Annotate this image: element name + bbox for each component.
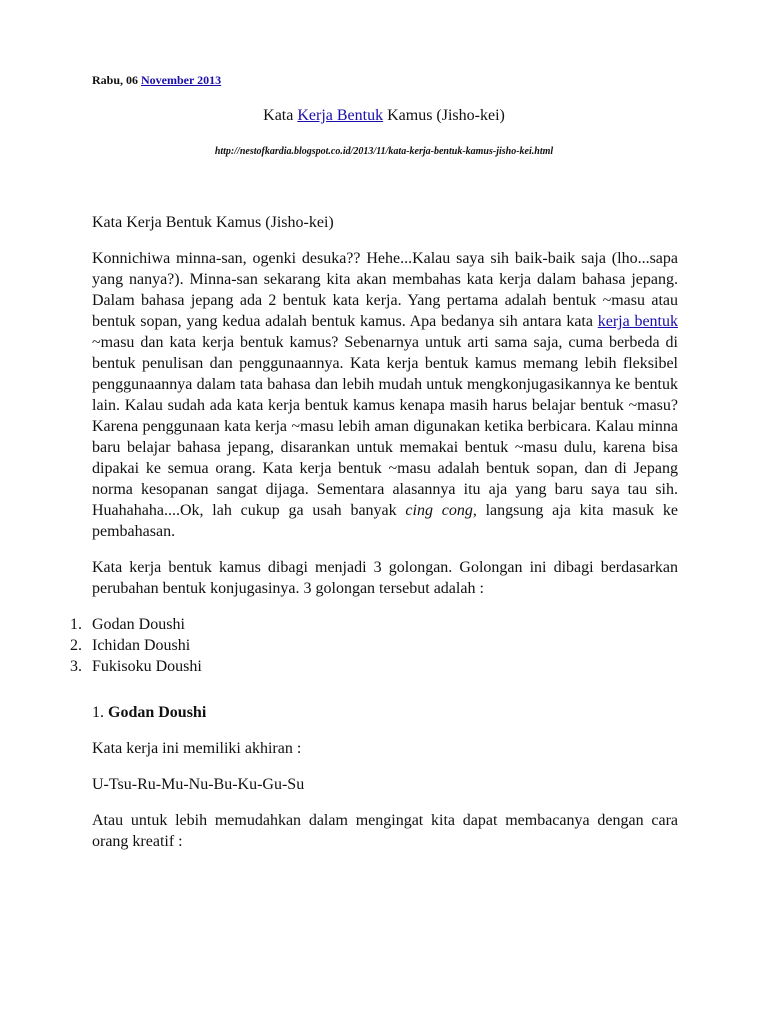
endings-list: U-Tsu-Ru-Mu-Nu-Bu-Ku-Gu-Su	[92, 776, 305, 793]
post-date	[92, 73, 221, 88]
intro-text-2: ~masu dan kata kerja bentuk kamus? Sebenarnya untuk arti sama saja, cuma berbeda di bentuk penulisan dan penggunaannya. Kata kerja bentuk kamus memang lebih fleksibel penggunaannya dalam tata bahasa dan lebih mudah untuk mengkonjugasikannya ke bentuk lain. Kalau sudah ada kata kerja bentuk kamus kenapa masih harus belajar bentuk ~masu? Karena penggunaan kata kerja ~masu lebih aman digunakan ketika berbicara. Kalau minna baru belajar bahasa jepang, disarankan untuk memakai bentuk ~masu dulu, karena bisa dipakai ke semua orang. Kata kerja bentuk ~masu adalah bentuk sopan, dan di Jepang norma kesopanan sangat dijaga. Sementara alasannya itu aja yang baru saya tau sih. Huahahaha....Ok, lah cukup ga usah banyak	[92, 334, 678, 519]
title-link[interactable]: Kerja Bentuk	[297, 107, 384, 124]
intro-text-3: , langsung aja kita masuk ke pembahasan.	[92, 502, 678, 540]
list-item	[0, 656, 680, 677]
intro-italic: cing cong	[405, 502, 473, 519]
list-number: 3.	[70, 658, 82, 675]
list-label: Ichidan Doushi	[92, 637, 191, 654]
section-title: Godan Doushi	[108, 704, 207, 721]
article-heading: Kata Kerja Bentuk Kamus (Jisho-kei)	[92, 214, 334, 231]
groups-list	[0, 614, 680, 677]
source-url: http://nestofkardia.blogspot.co.id/2013/11/kata-kerja-bentuk-kamus-jisho-kei.html	[214, 146, 554, 157]
date-month-link[interactable]: November 2013	[141, 73, 222, 87]
post-title	[0, 107, 768, 125]
title-after: Kamus (Jisho-kei)	[383, 107, 505, 124]
list-item	[0, 614, 680, 635]
date-prefix: Rabu, 06	[92, 73, 142, 87]
article-body	[70, 212, 678, 867]
endings-intro: Kata kerja ini memiliki akhiran :	[92, 740, 302, 757]
list-label: Godan Doushi	[92, 616, 185, 633]
list-item	[0, 635, 680, 656]
intro-text-1: Konnichiwa minna-san, ogenki desuka?? Hehe...Kalau saya sih baik-baik saja (lho...sapa yang nanya?). Minna-san sekarang kita akan membahas kata kerja dalam bahasa jepang. Dalam bahasa jepang ada 2 bentuk kata kerja. Yang pertama adalah bentuk ~masu atau bentuk sopan, yang kedua adalah bentuk kamus. Apa bedanya sih antara kata	[92, 250, 678, 330]
title-before: Kata	[263, 107, 298, 124]
section-number: 1.	[92, 704, 108, 721]
list-number: 1.	[70, 616, 82, 633]
groups-paragraph: Kata kerja bentuk kamus dibagi menjadi 3 golongan. Golongan ini dibagi berdasarkan perubahan bentuk konjugasinya. 3 golongan tersebut adalah :	[92, 559, 678, 597]
mnemonic-paragraph: Atau untuk lebih memudahkan dalam mengingat kita dapat membacanya dengan cara orang kreatif :	[92, 812, 678, 850]
list-label: Fukisoku Doushi	[92, 658, 202, 675]
kerja-bentuk-link[interactable]: kerja bentuk	[597, 313, 678, 330]
section-heading	[92, 702, 678, 723]
intro-paragraph	[92, 248, 678, 542]
list-number: 2.	[70, 637, 82, 654]
